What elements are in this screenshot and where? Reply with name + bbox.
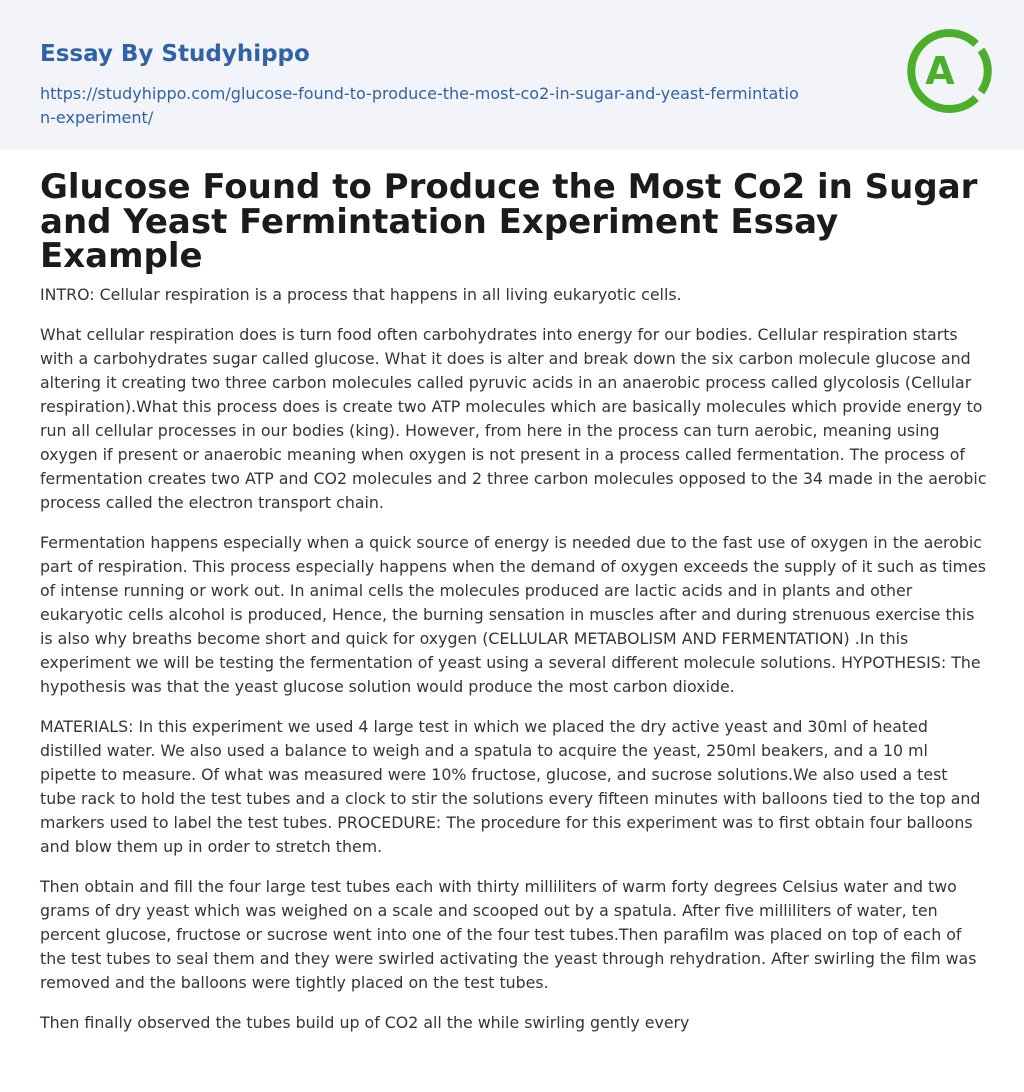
essay-title: Glucose Found to Produce the Most Co2 in Sugar and Yeast Fermintation Experiment Essay Example xyxy=(40,167,978,276)
studyhippo-a-logo-icon[interactable] xyxy=(906,28,992,114)
logo-letter: A xyxy=(925,49,955,93)
paragraph: Fermentation happens especially when a quick source of energy is needed due to the fast use of oxygen in the aerobic part of respiration. This process especially happens when the demand of oxygen exceeds the supply of it such as times of intense running or work out. In animal cells the molecules produced are lactic acids and in plants and other eukaryotic cells alcohol is produced, Hence, the burning sensation in muscles after and during strenuous exercise this is also why breaths become short and quick for oxygen (CELLULAR METABOLISM AND FERMENTATION) .In this experiment we will be testing the fermentation of yeast using a several different molecule solutions. HYPOTHESIS: The hypothesis was that the yeast glucose solution would produce the most carbon dioxide. xyxy=(40,533,986,696)
brand-title[interactable]: Essay By Studyhippo xyxy=(40,41,310,67)
source-url-link[interactable]: https://studyhippo.com/glucose-found-to-produce-the-most-co2-in-sugar-and-yeast-fermintation-experiment/ xyxy=(40,84,799,127)
paragraph: What cellular respiration does is turn food often carbohydrates into energy for our bodies. Cellular respiration starts with a carbohydrates sugar called glucose. What it does is alter and break down the six carbon molecule glucose and altering it creating two three carbon molecules called pyruvic acids in an anaerobic process called glycolosis (Cellular respiration).What this process does is create two ATP molecules which are basically molecules which provide energy to run all cellular processes in our bodies (king). However, from here in the process can turn aerobic, meaning using oxygen if present or anaerobic meaning when oxygen is not present in a process called fermentation. The process of fermentation creates two ATP and CO2 molecules and 2 three carbon molecules opposed to the 34 made in the aerobic process called the electron transport chain. xyxy=(40,325,987,512)
paragraph: Then obtain and fill the four large test tubes each with thirty milliliters of warm forty degrees Celsius water and two grams of dry yeast which was weighed on a scale and scooped out by a spatula. After five milliliters of water, ten percent glucose, fructose or sucrose went into one of the four test tubes.Then parafilm was placed on top of each of the test tubes to seal them and they were swirled activating the yeast through rehydration. After swirling the film was removed and the balloons were tightly placed on the test tubes. xyxy=(40,877,977,992)
paragraph: INTRO: Cellular respiration is a process that happens in all living eukaryotic cells. xyxy=(40,285,682,304)
paragraph: MATERIALS: In this experiment we used 4 large test in which we placed the dry active yeast and 30ml of heated distilled water. We also used a balance to weigh and a spatula to acquire the yeast, 250ml beakers, and a 10 ml pipette to measure. Of what was measured were 10% fructose, glucose, and sucrose solutions.We also used a test tube rack to hold the test tubes and a clock to stir the solutions every fifteen minutes with balloons tied to the top and markers used to label the test tubes. PROCEDURE: The procedure for this experiment was to first obtain four balloons and blow them up in order to stretch them. xyxy=(40,717,981,856)
essay-body xyxy=(40,283,988,1051)
paragraph: Then finally observed the tubes build up of CO2 all the while swirling gently every xyxy=(40,1013,690,1032)
site-header xyxy=(0,0,1024,150)
logo-ring-right xyxy=(981,50,988,92)
